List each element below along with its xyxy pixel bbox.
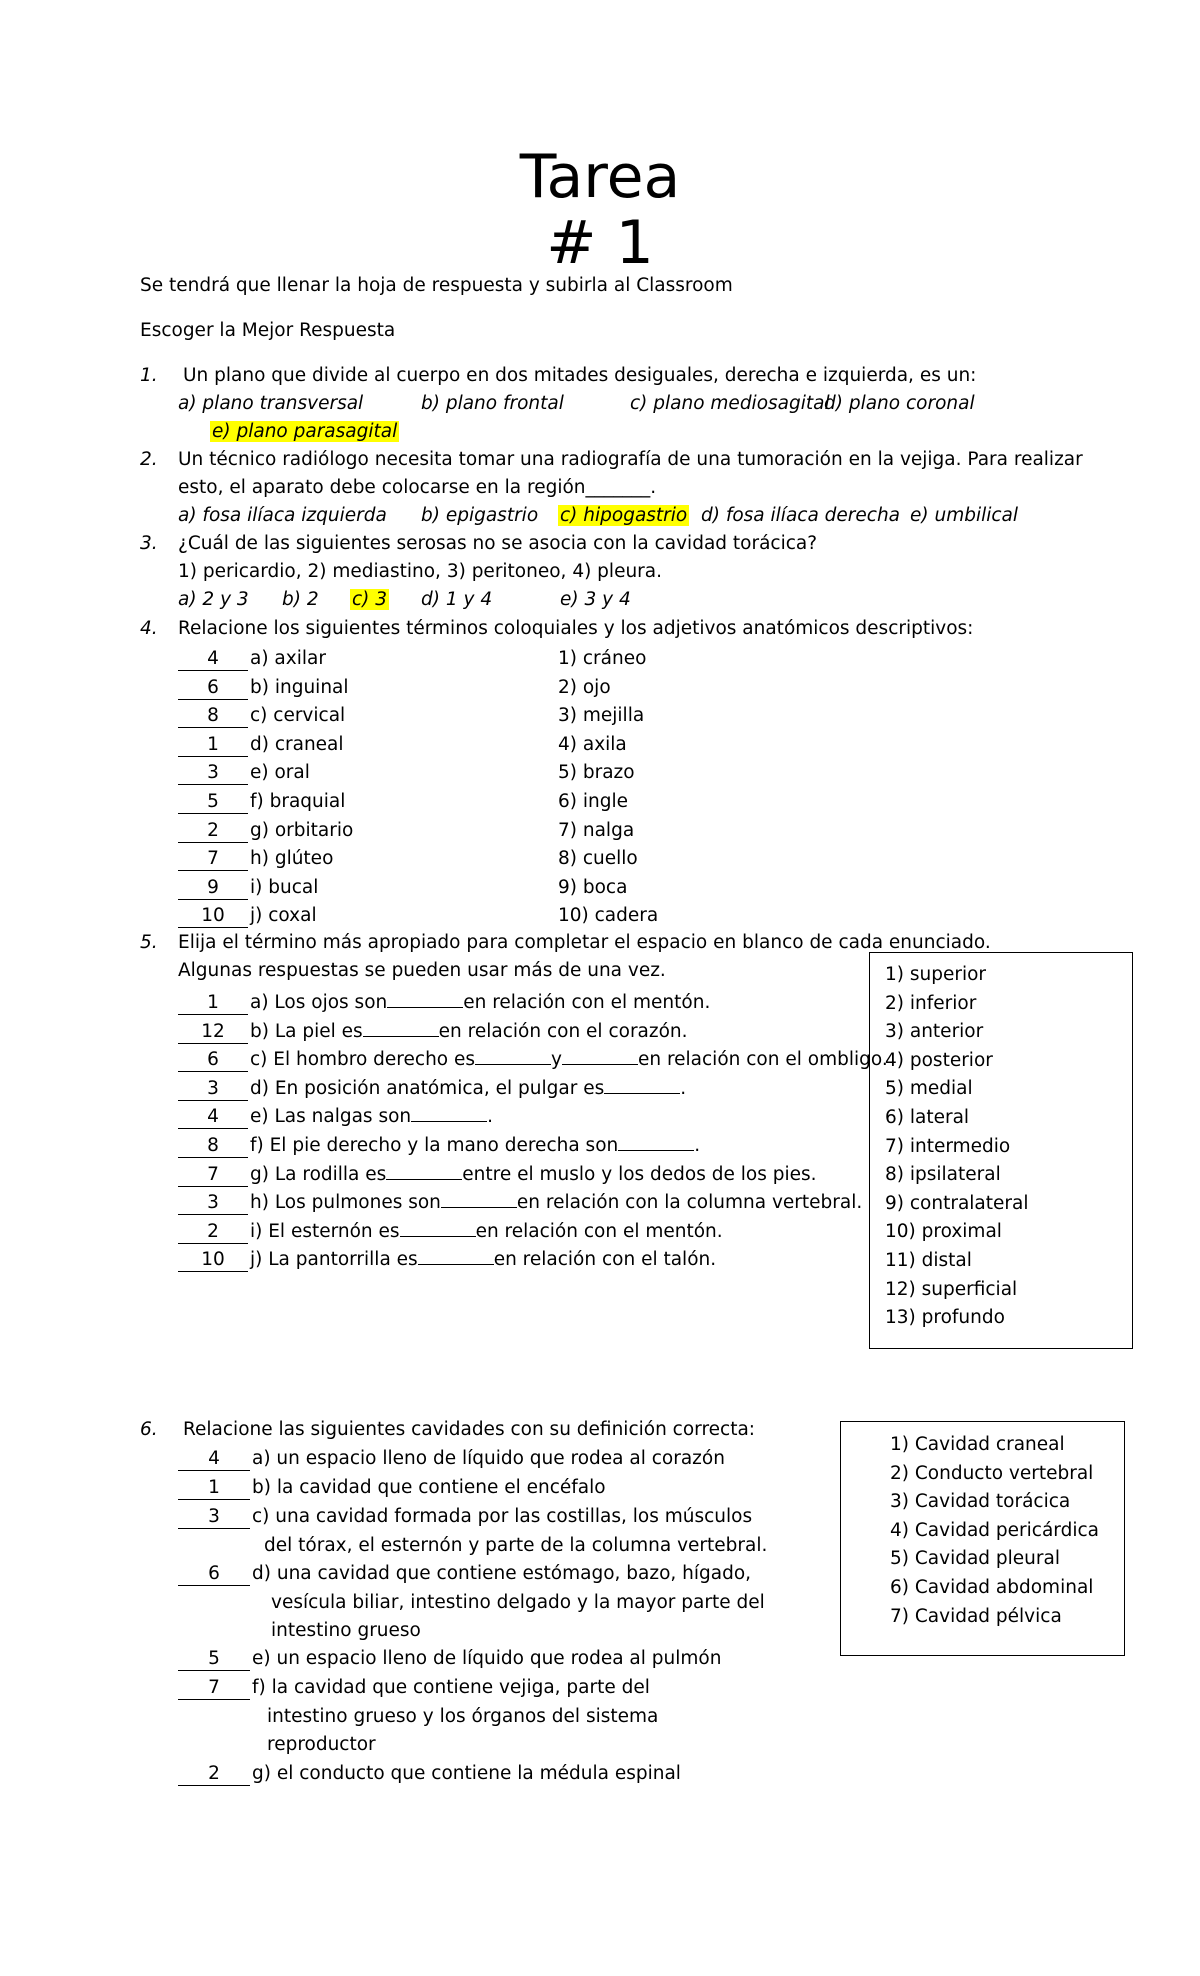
q5-row: [178, 1073, 686, 1102]
q6-definition: c) una cavidad formada por las costillas, los músculos: [252, 1506, 753, 1527]
answer-blank: 2: [178, 820, 248, 843]
q5-box-option: 4) posterior: [885, 1049, 993, 1071]
answer-blank: 12: [178, 1021, 248, 1044]
q5-statement-start: a) Los ojos son: [250, 992, 388, 1013]
q3-option-d: d) 1 y 4: [421, 589, 493, 610]
q4-text: Relacione los siguientes términos coloquiales y los adjetivos anatómicos descriptivos:: [178, 618, 974, 639]
q5-row: [178, 1101, 493, 1130]
q2-text-1: Un técnico radiólogo necesita tomar una radiografía de una tumoración en la vejiga. Para realizar: [178, 449, 1083, 470]
q6-definition-continued: intestino grueso: [271, 1620, 421, 1642]
answer-blank: 3: [178, 762, 248, 785]
q5-statement-end: .: [680, 1077, 687, 1099]
q5-box-option: 3) anterior: [885, 1021, 984, 1043]
q5-statement-end: en relación con el talón.: [493, 1249, 717, 1271]
q4-option: 2) ojo: [558, 676, 611, 698]
q4-term: e) oral: [250, 762, 310, 784]
answer-blank: 8: [178, 705, 248, 728]
q3-text-1: ¿Cuál de las siguientes serosas no se asocia con la cavidad torácica?: [178, 533, 818, 554]
q4-term: f) braquial: [250, 791, 346, 812]
answer-blank: 5: [178, 1648, 250, 1671]
q4-row: [178, 703, 345, 729]
q4-term: g) orbitario: [250, 819, 354, 841]
q5-row: [178, 1016, 688, 1045]
q1-number: 1.: [140, 365, 158, 386]
fill-in-blank: [418, 1244, 494, 1265]
q5-text-2: Algunas respuestas se pueden usar más de una vez.: [178, 960, 666, 981]
answer-blank: 3: [178, 1506, 250, 1529]
q6-row: [178, 1561, 751, 1587]
fill-in-blank: [604, 1073, 680, 1094]
q5-statement-start: g) La rodilla es: [250, 1163, 387, 1185]
q5-statement-start: d) En posición anatómica, el pulgar es: [250, 1077, 605, 1099]
q4-option: 3) mejilla: [558, 705, 645, 727]
q2-option-d: d) fosa ilíaca derecha: [701, 505, 901, 526]
q1-option-e: e) plano parasagital: [212, 421, 398, 442]
q4-option: 8) cuello: [558, 848, 638, 870]
q3-number: 3.: [140, 533, 158, 554]
answer-blank: 10: [178, 905, 248, 928]
q6-definition: e) un espacio lleno de líquido que rodea al pulmón: [252, 1648, 722, 1669]
q6-box-option: 3) Cavidad torácica: [890, 1491, 1071, 1513]
q4-row: [178, 846, 333, 872]
q6-definition: f) la cavidad que contiene vejiga, parte del: [252, 1677, 650, 1698]
q5-statement-end: en relación con la columna vertebral.: [516, 1192, 863, 1214]
q4-option: 9) boca: [558, 876, 628, 898]
q6-row: [178, 1475, 606, 1501]
q6-definition: b) la cavidad que contiene el encéfalo: [252, 1477, 606, 1498]
answer-blank: 4: [178, 1106, 248, 1129]
q6-row: [178, 1761, 681, 1787]
fill-in-blank: [400, 1216, 476, 1237]
q4-row: [178, 732, 344, 758]
q6-definition-continued: vesícula biliar, intestino delgado y la mayor parte del: [271, 1591, 765, 1613]
answer-blank: 1: [178, 734, 248, 757]
q6-box-option: 6) Cavidad abdominal: [890, 1577, 1094, 1598]
q5-box-option: 12) superficial: [885, 1278, 1018, 1300]
answer-blank: 5: [178, 791, 248, 814]
fill-in-blank: [411, 1101, 487, 1122]
q6-number: 6.: [140, 1419, 158, 1440]
q5-row: [178, 1044, 888, 1073]
q4-term: j) coxal: [250, 905, 317, 927]
answer-blank: 1: [178, 992, 248, 1015]
q6-box-option: 1) Cavidad craneal: [890, 1434, 1065, 1455]
q6-box-option: 7) Cavidad pélvica: [890, 1605, 1062, 1627]
fill-in-blank: [441, 1187, 517, 1208]
q4-option: 10) cadera: [558, 905, 659, 927]
q5-box-option: 5) medial: [885, 1078, 973, 1100]
instructions: Se tendrá que llenar la hoja de respuesta y subirla al Classroom: [140, 275, 733, 296]
answer-blank: 2: [178, 1221, 248, 1244]
answer-blank: 9: [178, 877, 248, 900]
q5-box-option: 1) superior: [885, 964, 987, 985]
fill-in-blank: [363, 1016, 439, 1037]
q1-option-d: d) plano coronal: [824, 393, 975, 414]
answer-blank: 4: [178, 648, 248, 671]
fill-in-blank: [618, 1130, 694, 1151]
answer-blank: 8: [178, 1135, 248, 1158]
q4-term: i) bucal: [250, 876, 319, 898]
answer-blank: 3: [178, 1078, 248, 1101]
fill-in-blank: [387, 987, 463, 1008]
title-line-1: Tarea: [519, 142, 681, 212]
q1-text: Un plano que divide al cuerpo en dos mitades desiguales, derecha e izquierda, es un:: [183, 365, 977, 386]
q6-row: [178, 1504, 752, 1530]
q5-row: [178, 1187, 862, 1216]
answer-blank: 1: [178, 1477, 250, 1500]
q4-term: h) glúteo: [250, 848, 334, 870]
q6-definition: a) un espacio lleno de líquido que rodea al corazón: [252, 1448, 725, 1469]
fill-in-blank: [562, 1044, 638, 1065]
q4-row: [178, 875, 318, 901]
answer-blank: 4: [178, 1448, 250, 1471]
q5-statement-end: .: [487, 1106, 494, 1128]
q6-definition: g) el conducto que contiene la médula espinal: [252, 1763, 681, 1784]
answer-blank: 6: [178, 1563, 250, 1586]
q4-row: [178, 760, 310, 786]
q5-statement-end: en relación con el mentón.: [463, 992, 711, 1013]
fill-in-blank: [386, 1159, 462, 1180]
q5-statement-end: en relación con el corazón.: [438, 1020, 688, 1042]
q5-statement-start: f) El pie derecho y la mano derecha son: [250, 1135, 619, 1156]
q5-statement-end: en relación con el mentón.: [475, 1220, 723, 1242]
answer-blank: 3: [178, 1192, 248, 1215]
q1-option-b: b) plano frontal: [421, 393, 564, 414]
q5-statement-start: b) La piel es: [250, 1020, 363, 1042]
q4-option: 7) nalga: [558, 819, 635, 841]
q6-definition-continued: reproductor: [267, 1734, 376, 1756]
q6-definition-continued: intestino grueso y los órganos del sistema: [267, 1705, 659, 1727]
q4-option: 4) axila: [558, 733, 627, 755]
answer-blank: 7: [178, 1677, 250, 1700]
q5-statement-start: j) La pantorrilla es: [250, 1249, 418, 1271]
q3-option-e: e) 3 y 4: [560, 589, 631, 610]
q5-box-option: 2) inferior: [885, 992, 977, 1014]
q5-statement-start: c) El hombro derecho es: [250, 1049, 476, 1071]
q4-term: d) craneal: [250, 733, 344, 755]
q4-option: 1) cráneo: [558, 648, 647, 669]
q6-box-option: 4) Cavidad pericárdica: [890, 1519, 1099, 1541]
q5-number: 5.: [140, 932, 158, 953]
q5-box-option: 6) lateral: [885, 1107, 970, 1128]
q4-row: [178, 646, 326, 672]
answer-blank: 6: [178, 1049, 248, 1072]
q1-option-a: a) plano transversal: [178, 393, 364, 414]
q4-option: 6) ingle: [558, 791, 628, 812]
q1-option-c: c) plano mediosagital: [630, 393, 830, 414]
q4-term: a) axilar: [250, 648, 326, 669]
answer-blank: 10: [178, 1249, 248, 1272]
q6-box-option: 2) Conducto vertebral: [890, 1462, 1094, 1484]
q4-term: b) inguinal: [250, 676, 349, 698]
q6-row: [178, 1646, 721, 1672]
section-header: Escoger la Mejor Respuesta: [140, 320, 396, 341]
q5-statement-end: en relación con el ombligo.: [637, 1049, 888, 1071]
q4-term: c) cervical: [250, 705, 346, 727]
q6-definition-continued: del tórax, el esternón y parte de la columna vertebral.: [264, 1534, 768, 1556]
q5-text-1: Elija el término más apropiado para completar el espacio en blanco de cada enunciado.: [178, 932, 991, 953]
q5-box-option: 7) intermedio: [885, 1135, 1011, 1157]
q4-number: 4.: [140, 618, 158, 639]
q2-text-2: esto, el aparato debe colocarse en la región_______.: [178, 477, 657, 498]
q4-row: [178, 675, 349, 701]
q4-option: 5) brazo: [558, 762, 635, 784]
q2-number: 2.: [140, 449, 158, 470]
q3-option-c: c) 3: [352, 589, 388, 610]
q6-definition: d) una cavidad que contiene estómago, bazo, hígado,: [252, 1563, 752, 1584]
q6-box-option: 5) Cavidad pleural: [890, 1548, 1060, 1570]
q4-row: [178, 903, 317, 929]
q2-option-c: c) hipogastrio: [560, 505, 688, 526]
q5-row: [178, 1216, 723, 1245]
q5-row: [178, 1244, 716, 1273]
q5-box-option: 8) ipsilateral: [885, 1164, 1001, 1186]
answer-blank: 7: [178, 848, 248, 871]
q3-text-2: 1) pericardio, 2) mediastino, 3) peritoneo, 4) pleura.: [178, 561, 662, 582]
answer-blank: 6: [178, 677, 248, 700]
answer-blank: 7: [178, 1164, 248, 1187]
q5-statement-end: .: [694, 1135, 701, 1156]
q4-row: [178, 818, 353, 844]
q5-statement-start: h) Los pulmones son: [250, 1192, 441, 1214]
q5-box-option: 9) contralateral: [885, 1192, 1029, 1214]
q2-option-b: b) epigastrio: [421, 505, 539, 526]
q6-text: Relacione las siguientes cavidades con su definición correcta:: [183, 1419, 756, 1440]
q2-option-e: e) umbilical: [910, 505, 1019, 526]
q5-statement-start: e) Las nalgas son: [250, 1106, 412, 1128]
q3-option-b: b) 2: [282, 589, 319, 610]
q2-option-a: a) fosa ilíaca izquierda: [178, 505, 387, 526]
q4-row: [178, 789, 345, 815]
q5-row: [178, 987, 710, 1016]
answer-blank: 2: [178, 1763, 250, 1786]
q5-box-option: 10) proximal: [885, 1221, 1002, 1243]
q5-statement-mid: y: [551, 1049, 562, 1071]
q5-row: [178, 1159, 817, 1188]
q6-row: [178, 1675, 650, 1701]
q5-statement-end: entre el muslo y los dedos de los pies.: [462, 1163, 817, 1185]
q5-box-option: 13) profundo: [885, 1307, 1005, 1329]
title-line-2: # 1: [546, 208, 654, 278]
q5-box-option: 11) distal: [885, 1250, 972, 1271]
q5-row: [178, 1130, 700, 1159]
fill-in-blank: [475, 1044, 551, 1065]
q6-row: [178, 1446, 725, 1472]
q3-option-a: a) 2 y 3: [178, 589, 249, 610]
q5-statement-start: i) El esternón es: [250, 1220, 400, 1242]
